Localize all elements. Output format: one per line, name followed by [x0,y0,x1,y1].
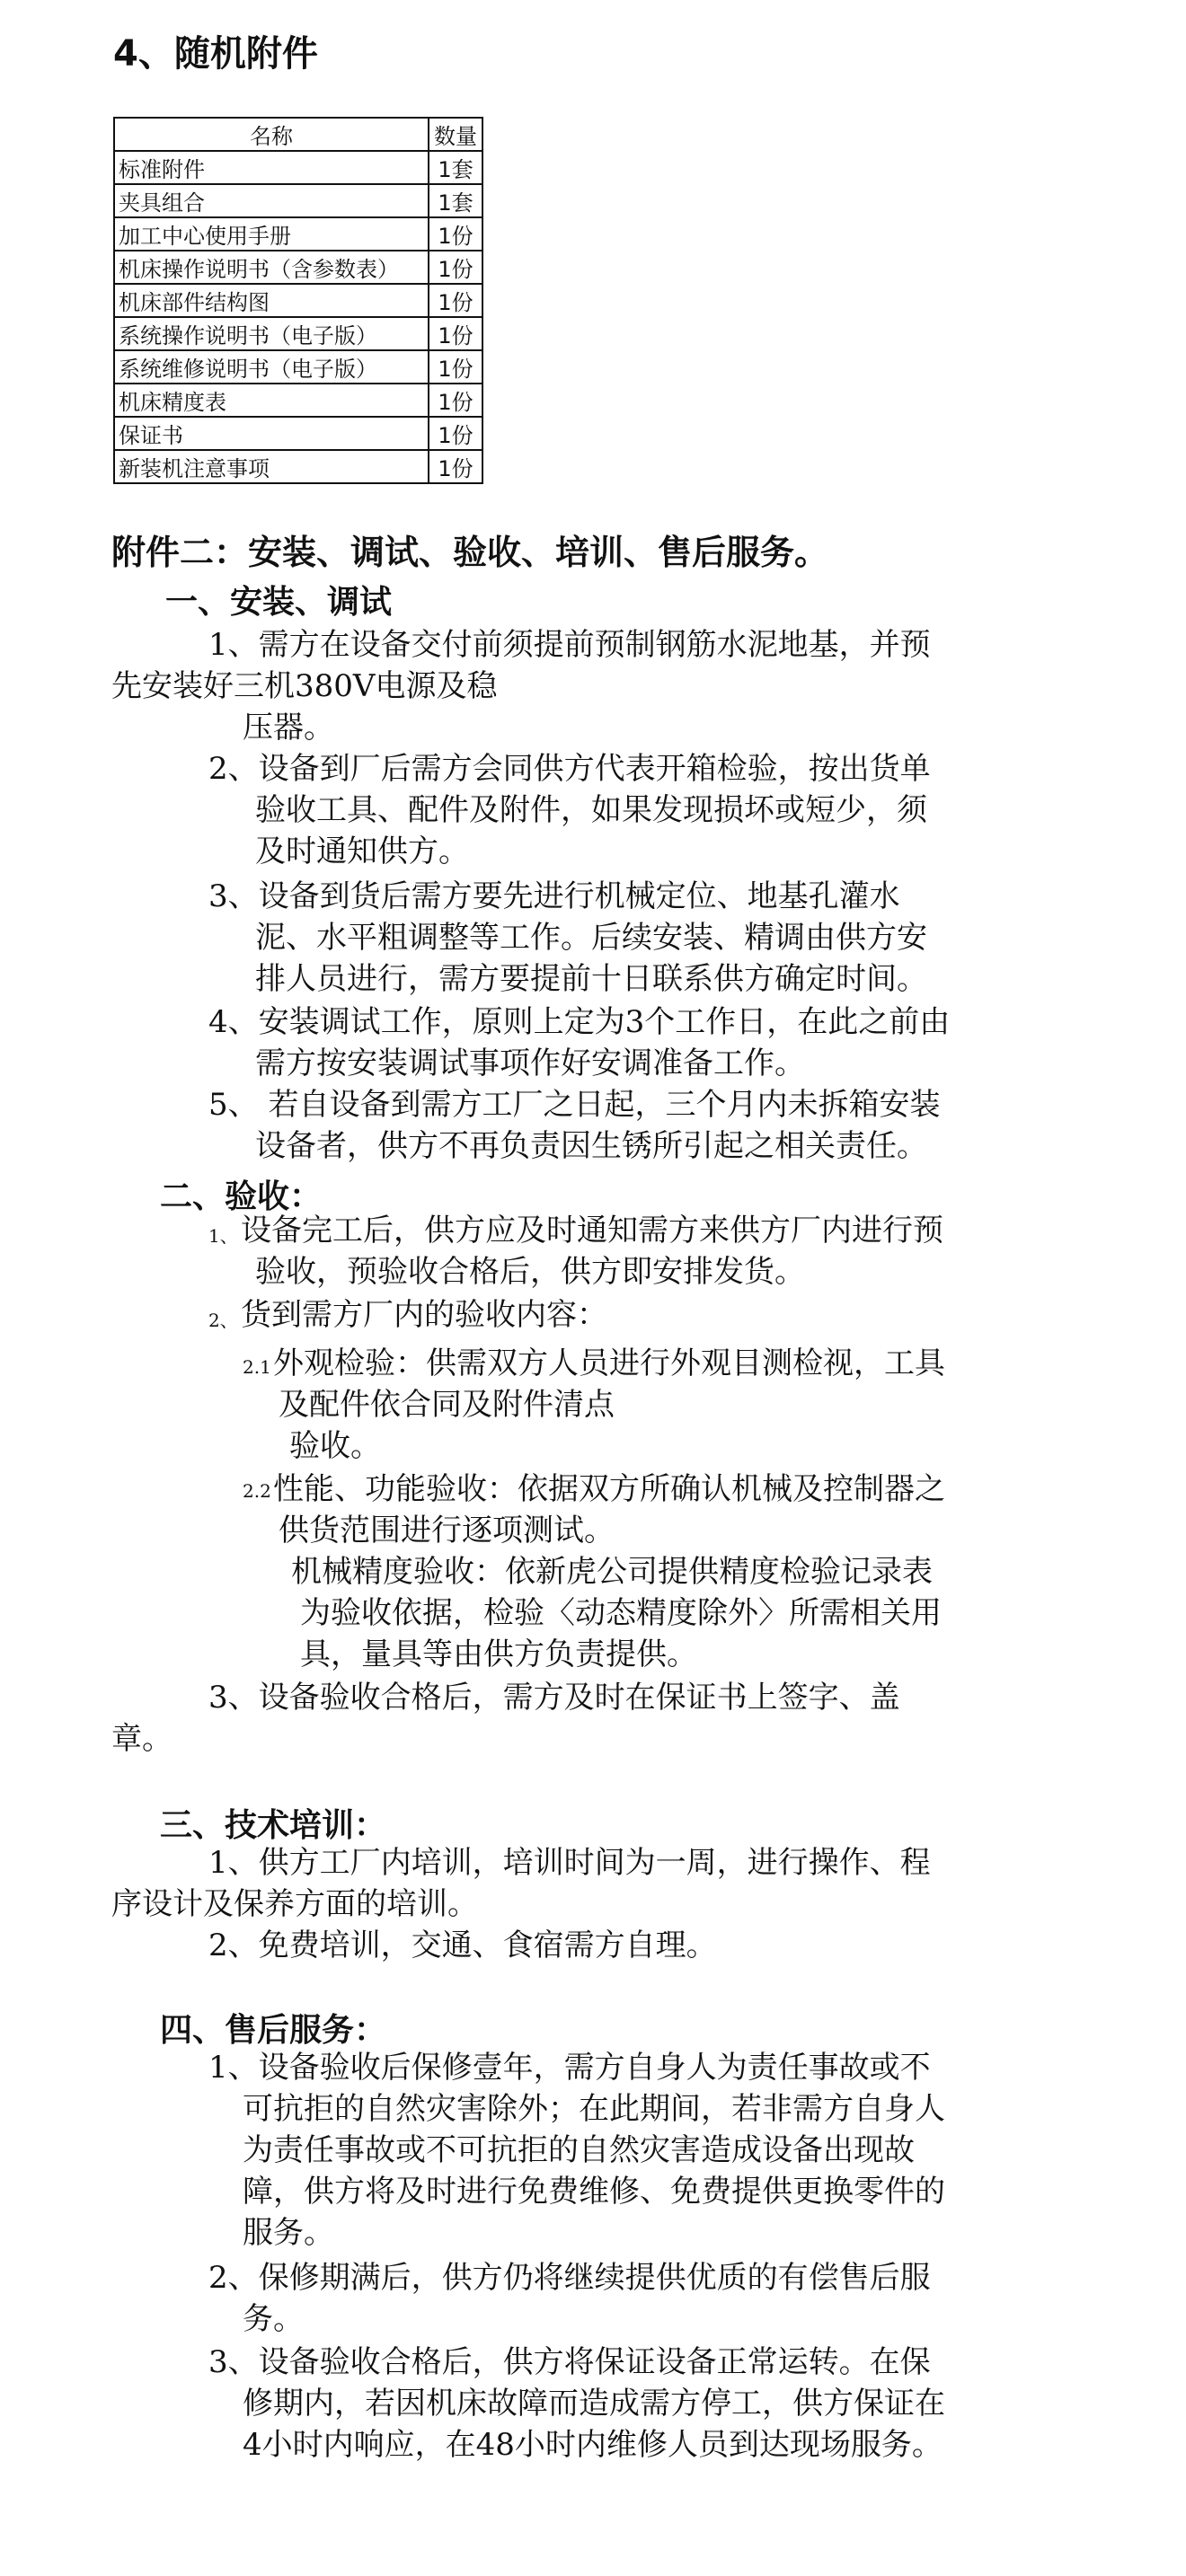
attachment2-title: 附件二：安装、调试、验收、培训、售后服务。 [111,533,829,572]
training-item1-line1: 1、供方工厂内培训，培训时间为一周，进行操作、程 [208,1845,931,1881]
item-name: 新装机注意事项 [114,450,429,483]
acceptance-item2-number: 2、 [208,1310,238,1331]
item-name: 机床部件结构图 [114,284,429,317]
item-name: 保证书 [114,417,429,450]
acceptance-item21-line1: 外观检验：供需双方人员进行外观目测检视，工具 [273,1345,945,1381]
aftersales-item1-line2: 可抗拒的自然灾害除外；在此期间，若非需方自身人 [243,2091,945,2127]
aftersales-item1-line4: 障，供方将及时进行免费维修、免费提供更换零件的 [243,2174,945,2210]
table-row [114,151,482,184]
install-item5-line1: 5、 若自设备到需方工厂之日起，三个月内未拆箱安装 [208,1087,941,1123]
aftersales-item1-line5: 服务。 [243,2215,334,2251]
install-item3-line1: 3、设备到货后需方要先进行机械定位、地基孔灌水 [208,878,900,914]
item-name: 机床操作说明书（含参数表） [114,251,429,284]
acceptance-item3-line1: 3、设备验收合格后，需方及时在保证书上签字、盖 [208,1680,900,1716]
aftersales-item1-line1: 1、设备验收后保修壹年，需方自身人为责任事故或不 [208,2050,931,2086]
training-item1-line2: 序设计及保养方面的培训。 [111,1886,478,1922]
aftersales-heading: 四、售后服务： [160,2012,387,2049]
acceptance-precision-line3: 具，量具等由供方负责提供。 [300,1636,697,1672]
acceptance-item22-line1: 性能、功能验收：依据双方所确认机械及控制器之 [273,1471,945,1507]
acceptance-item2-text: 货到需方厂内的验收内容： [241,1297,607,1333]
aftersales-item2-line1: 2、保修期满后，供方仍将继续提供优质的有偿售后服 [208,2260,931,2296]
aftersales-item3-line3: 4小时内响应，在48小时内维修人员到达现场服务。 [243,2427,943,2463]
item-name: 夹具组合 [114,184,429,217]
item-quantity: 1份 [429,417,482,450]
item-quantity: 1份 [429,251,482,284]
item-quantity: 1份 [429,450,482,483]
item-name: 系统维修说明书（电子版） [114,350,429,384]
table-row [114,317,482,350]
item-name: 机床精度表 [114,384,429,417]
item-quantity: 1份 [429,284,482,317]
table-row [114,217,482,251]
acceptance-item1-line2: 验收，预验收合格后，供方即安排发货。 [255,1254,805,1290]
install-heading: 一、安装、调试 [165,584,393,621]
table-header-row [114,118,482,151]
aftersales-item3-line1: 3、设备验收合格后，供方将保证设备正常运转。在保 [208,2344,931,2380]
aftersales-item3-line2: 修期内，若因机床故障而造成需方停工，供方保证在 [243,2386,945,2422]
acceptance-item22-line2: 供货范围进行逐项测试。 [279,1513,615,1548]
item-name: 加工中心使用手册 [114,217,429,251]
item-quantity: 1份 [429,317,482,350]
install-item1-line2: 先安装好三机380V电源及稳 [111,668,498,704]
install-item3-line2: 泥、水平粗调整等工作。后续安装、精调由供方安 [255,920,927,956]
acceptance-item21-number: 2.1 [243,1356,271,1378]
table-row [114,450,482,483]
table-row [114,184,482,217]
acceptance-item3-line2: 章。 [111,1721,173,1757]
item-quantity: 1份 [429,217,482,251]
training-item2: 2、免费培训，交通、食宿需方自理。 [208,1928,717,1963]
table-row [114,384,482,417]
table-header-name: 名称 [114,118,429,151]
acceptance-item1-line1: 设备完工后，供方应及时通知需方来供方厂内进行预 [241,1213,943,1248]
install-item4-line1: 4、安装调试工作，原则上定为3个工作日，在此之前由 [208,1004,951,1040]
item-quantity: 1套 [429,151,482,184]
aftersales-item1-line3: 为责任事故或不可抗拒的自然灾害造成设备出现故 [243,2132,915,2168]
item-quantity: 1份 [429,350,482,384]
acceptance-precision-line1: 机械精度验收：依新虎公司提供精度检验记录表 [291,1554,933,1590]
acceptance-item21-line3: 验收。 [289,1428,381,1464]
install-item3-line3: 排人员进行，需方要提前十日联系供方确定时间。 [255,961,927,997]
install-item2-line3: 及时通知供方。 [255,834,469,869]
aftersales-item2-line2: 务。 [243,2301,304,2337]
table-row [114,350,482,384]
install-item2-line1: 2、设备到厂后需方会同供方代表开箱检验，按出货单 [208,751,931,787]
item-name: 标准附件 [114,151,429,184]
item-quantity: 1份 [429,384,482,417]
acceptance-item22-number: 2.2 [243,1480,271,1502]
table-row [114,284,482,317]
install-item4-line2: 需方按安装调试事项作好安调准备工作。 [255,1045,805,1081]
acceptance-item1-number: 1、 [208,1225,238,1247]
table-row [114,251,482,284]
install-item5-line2: 设备者，供方不再负责因生锈所引起之相关责任。 [255,1128,927,1164]
table-header-quantity: 数量 [429,118,482,151]
install-item1-line3: 压器。 [243,710,334,745]
training-heading: 三、技术培训： [160,1807,387,1844]
item-name: 系统操作说明书（电子版） [114,317,429,350]
install-item2-line2: 验收工具、配件及附件，如果发现损坏或短少，须 [255,792,927,828]
section4-title: 4、随机附件 [113,33,318,75]
install-item1-line1: 1、需方在设备交付前须提前预制钢筋水泥地基，并预 [208,627,931,663]
acceptance-item21-line2: 及配件依合同及附件清点 [279,1387,615,1423]
table-row [114,417,482,450]
acceptance-precision-line2: 为验收依据，检验〈动态精度除外〉所需相关用 [300,1595,942,1631]
accessories-table [113,117,483,484]
acceptance-heading: 二、验收： [160,1178,323,1215]
item-quantity: 1套 [429,184,482,217]
